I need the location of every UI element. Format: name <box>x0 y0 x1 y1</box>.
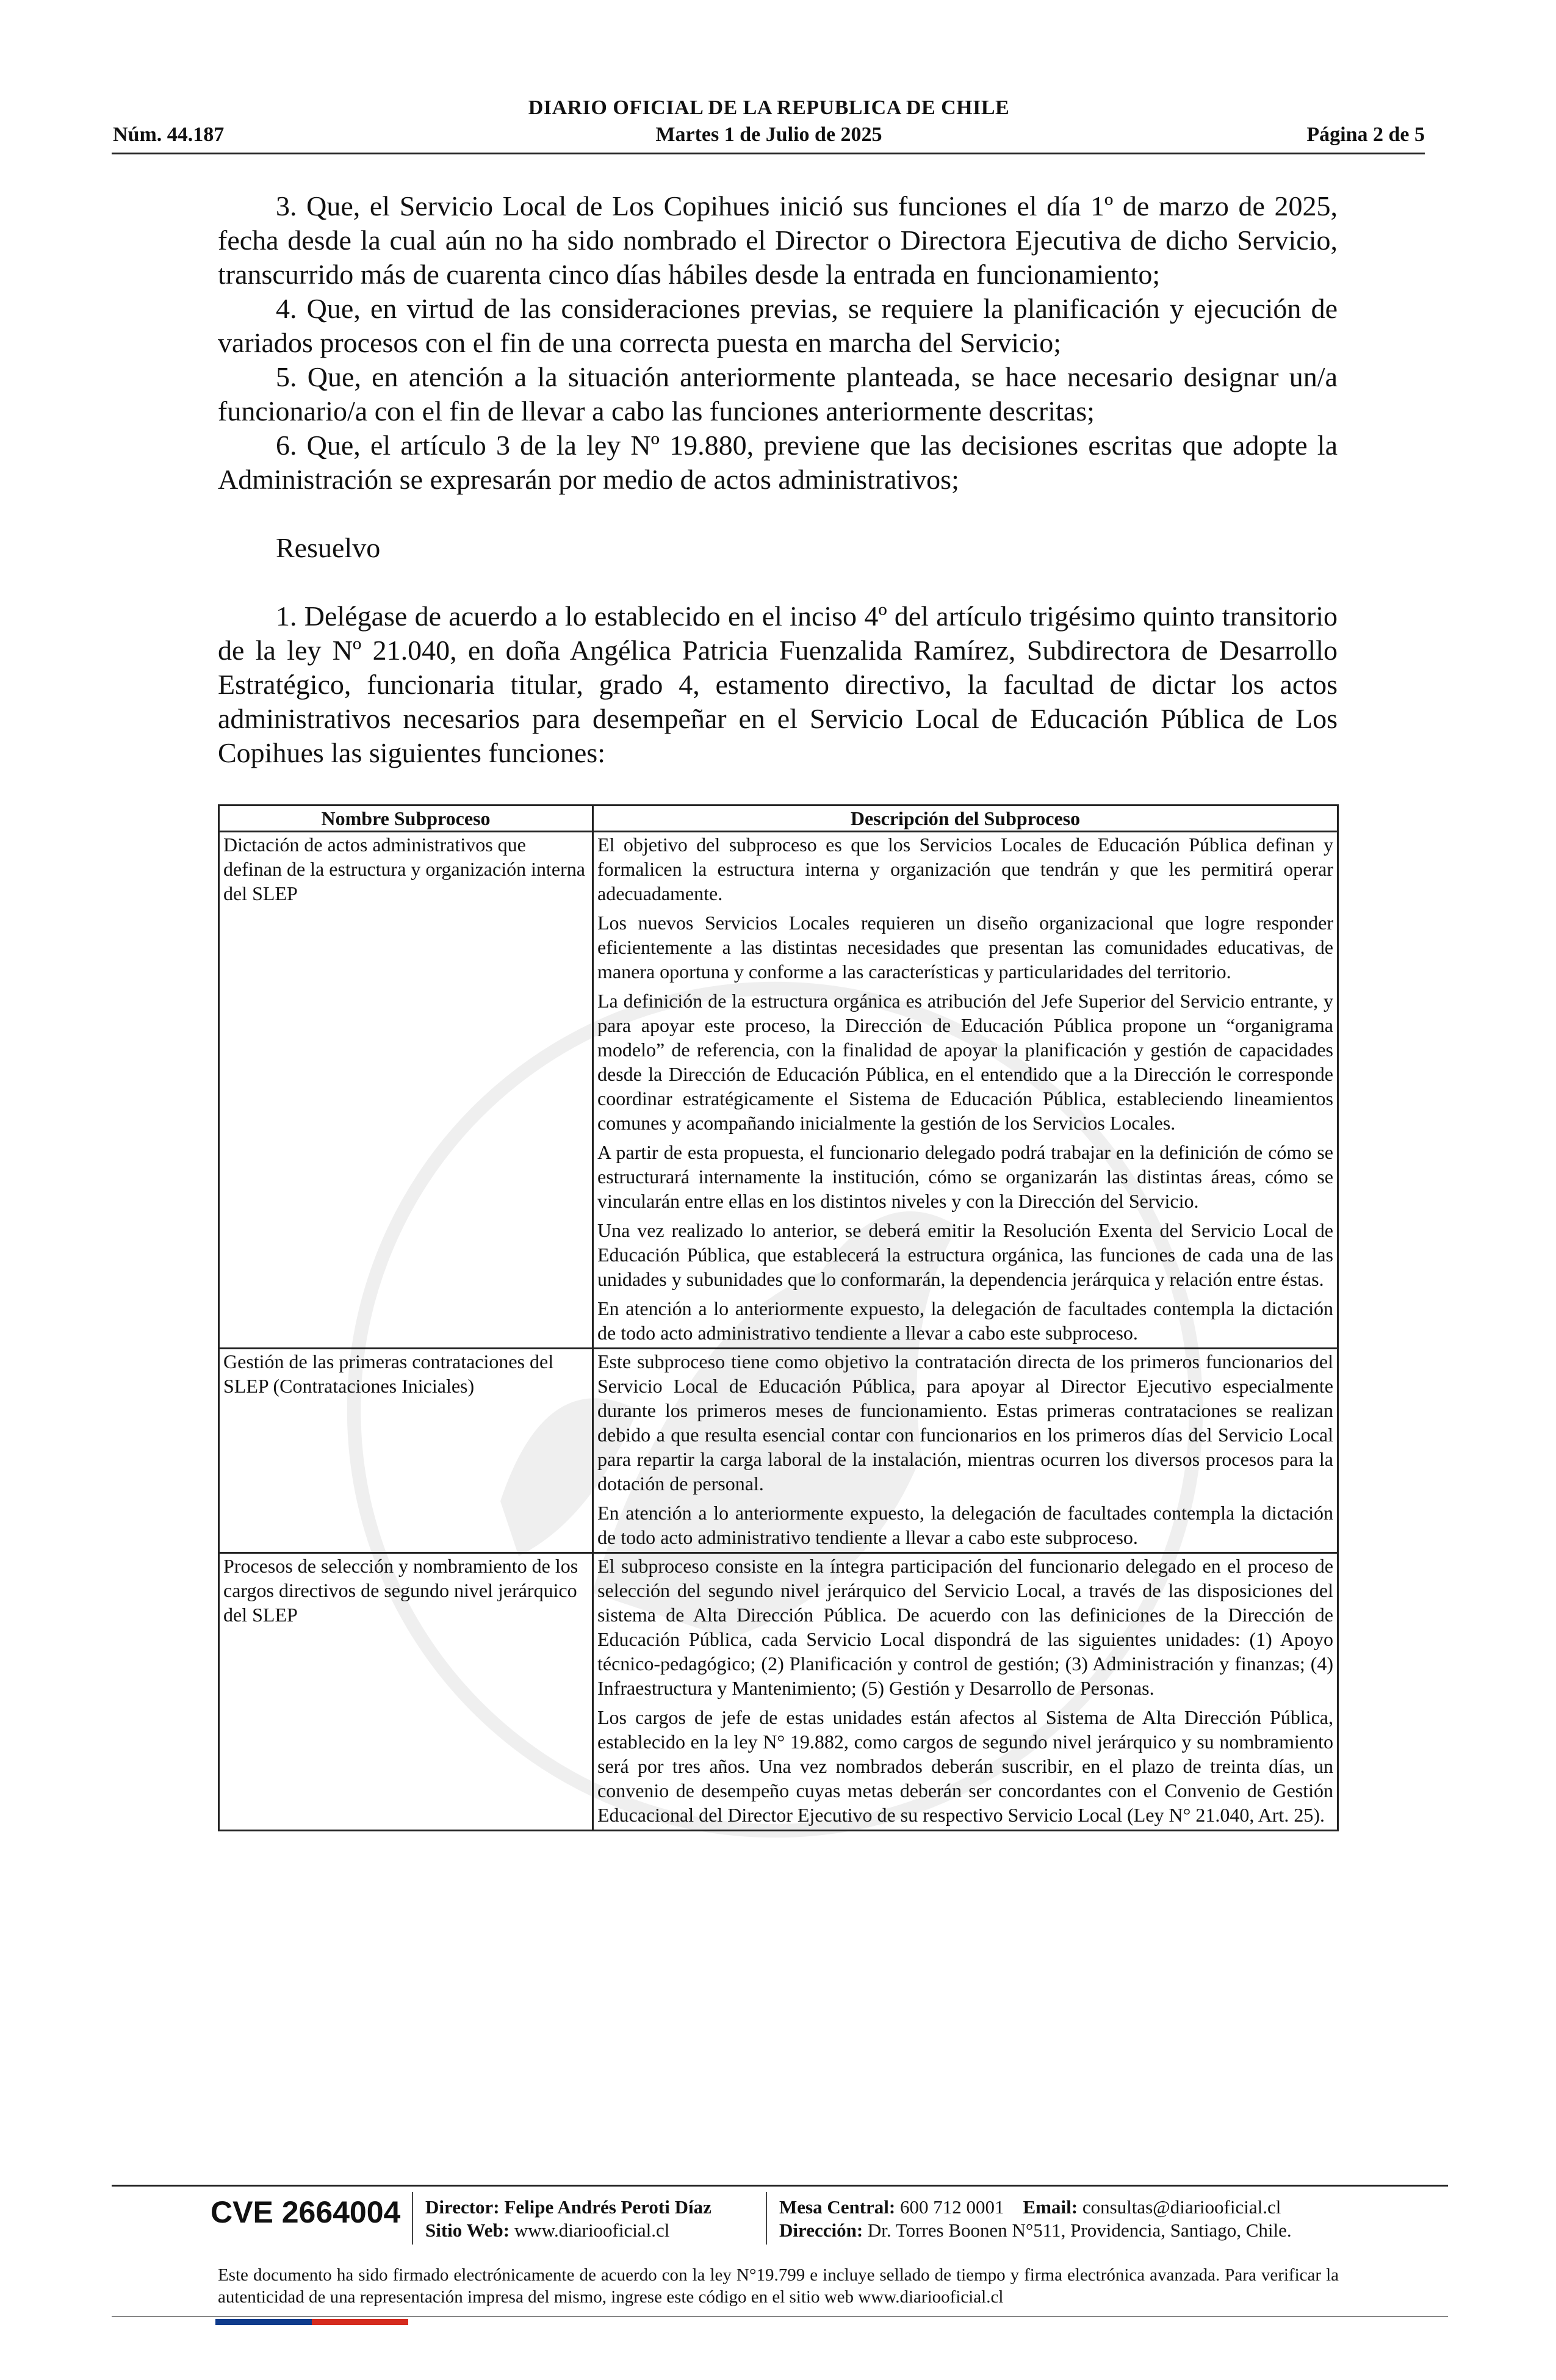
site-label: Sitio Web: <box>425 2220 510 2241</box>
table-header-row <box>219 806 1338 832</box>
footer-contact-block <box>779 2196 1292 2242</box>
table-row <box>219 1349 1338 1553</box>
description-paragraph: En atención a lo anteriormente expuesto, la delegación de facultades contempla la dictación de todo acto administrativo tendiente a llevar a cabo este subproceso. <box>597 1502 1333 1548</box>
resolution-item-1: 1. Delégase de acuerdo a lo establecido en el inciso 4º del artículo trigésimo quinto transitorio de la ley Nº 21.040, en doña Angélica Patricia Fuenzalida Ramírez, Subdirectora de Desarrollo Estratégico, funcionaria titular, grado 4, estamento directivo, la facultad de dictar los actos administrativos necesarios para desempeñar en el Servicio Local de Educación Pública de Los Copihues las siguientes funciones: <box>218 600 1338 768</box>
email-label: Email: <box>1023 2196 1078 2218</box>
subprocess-name: Dictación de actos administrativos que definan de la estructura y organización interna del SLEP <box>219 832 593 1349</box>
subprocess-name: Gestión de las primeras contrataciones del SLEP (Contrataciones Iniciales) <box>219 1349 593 1553</box>
table-row <box>219 1553 1338 1831</box>
address-label: Dirección: <box>779 2220 863 2241</box>
flag-blue-segment <box>215 2319 312 2325</box>
considerando-4: 4. Que, en virtud de las consideraciones previas, se requiere la planificación y ejecución de variados procesos con el fin de una correcta puesta en marcha del Servicio; <box>218 293 1338 358</box>
description-paragraph: En atención a lo anteriormente expuesto, la delegación de facultades contempla la dictación de todo acto administrativo tendiente a llevar a cabo este subproceso. <box>597 1297 1333 1344</box>
subprocess-name: Procesos de selección y nombramiento de los cargos directivos de segundo nivel jerárquico del SLEP <box>219 1553 593 1831</box>
site-link[interactable]: www.diariooficial.cl <box>514 2220 670 2241</box>
mesa-phone: 600 712 0001 <box>900 2196 1004 2218</box>
footer-director-block <box>425 2196 711 2242</box>
issue-number: Núm. 44.187 <box>113 123 225 146</box>
flag-red-segment <box>312 2319 408 2325</box>
legal-notice: Este documento ha sido firmado electrónicamente de acuerdo con la ley N°19.799 e incluye sellado de tiempo y firma electrónica avanzada. Para verificar la autenticidad de una representación impresa del mismo, ingrese este código en el sitio web www.diariooficial.cl <box>218 2265 1339 2307</box>
subprocess-table <box>218 804 1339 1831</box>
description-paragraph: El objetivo del subproceso es que los Servicios Locales de Educación Pública definan y formalicen la estructura interna y organización que tendrán y que les permitirá operar adecuadamente. <box>597 834 1333 904</box>
column-header-description: Descripción del Subproceso <box>593 806 1338 832</box>
considerando-3: 3. Que, el Servicio Local de Los Copihues inició sus funciones el día 1º de marzo de 2025, fecha desde la cual aún no ha sido nombrado el Director o Directora Ejecutiva de dicho Servicio, transcurrido más de cuarenta cinco días hábiles desde la entrada en funcionamiento; <box>218 190 1338 290</box>
footer-separator <box>412 2192 413 2245</box>
document-body <box>218 189 1338 770</box>
description-paragraph: A partir de esta propuesta, el funcionario delegado podrá trabajar en la definición de cómo se estructurará internamente la institución, cómo se organizarán las distintas áreas, cómo se vincularán entre ellas en los distintos niveles y con la Dirección del Servicio. <box>597 1141 1333 1212</box>
resuelvo-heading: Resuelvo <box>276 532 381 563</box>
column-header-name: Nombre Subproceso <box>219 806 593 832</box>
subprocess-description <box>593 832 1338 1349</box>
address-value: Dr. Torres Boonen N°511, Providencia, Santiago, Chile. <box>867 2220 1292 2241</box>
header-divider <box>112 153 1425 154</box>
footer-bottom-divider <box>112 2316 1448 2317</box>
page-indicator: Página 2 de 5 <box>1306 123 1425 146</box>
director-label: Director: <box>425 2196 500 2218</box>
subprocess-description <box>593 1349 1338 1553</box>
mesa-label: Mesa Central: <box>779 2196 896 2218</box>
flag-stripe <box>215 2319 408 2325</box>
considerando-6: 6. Que, el artículo 3 de la ley Nº 19.880, previene que las decisiones escritas que adopte la Administración se expresarán por medio de actos administrativos; <box>218 430 1338 495</box>
footer-separator <box>766 2192 767 2245</box>
description-paragraph: La definición de la estructura orgánica es atribución del Jefe Superior del Servicio entrante, y para apoyar este proceso, la Dirección de Educación Pública propone un “organigrama modelo” de referencia, con la finalidad de apoyar la planificación y gestión de capacidades desde la Dirección de Educación Pública, en el entendido que a la Dirección le corresponde coordinar estratégicamente el Sistema de Educación Pública, estableciendo lineamientos comunes y acompañando inicialmente la gestión de los Servicios Locales. <box>597 990 1333 1134</box>
description-paragraph: El subproceso consiste en la íntegra participación del funcionario delegado en el proceso de selección del segundo nivel jerárquico del Servicio Local, a través de las disposiciones del sistema de Alta Dirección Pública. De acuerdo con las definiciones de la Dirección de Educación Pública, cada Servicio Local dispondrá de las siguientes unidades: (1) Apoyo técnico-pedagógico; (2) Planificación y control de gestión; (3) Administración y finanzas; (4) Infraestructura y Mantenimiento; (5) Gestión y Desarrollo de Personas. <box>597 1555 1333 1699</box>
page-header <box>113 96 1425 151</box>
cve-code: CVE 2664004 <box>211 2195 401 2229</box>
table-row <box>219 832 1338 1349</box>
description-paragraph: Este subproceso tiene como objetivo la contratación directa de los primeros funcionarios del Servicio Local de Educación Pública, para apoyar al Director Ejecutivo especialmente durante los primeros meses de funcionamiento. Estas primeras contrataciones se realizan debido a que resulta esencial contar con funcionarios en los primeros días del Servicio Local para repartir la carga laboral de la instalación, mientras ocurren los diversos procesos para la dotación de personal. <box>597 1350 1333 1495</box>
email-link[interactable]: consultas@diariooficial.cl <box>1082 2196 1281 2218</box>
footer-divider <box>112 2185 1448 2187</box>
description-paragraph: Los nuevos Servicios Locales requieren un diseño organizacional que logre responder eficientemente a las distintas necesidades que presentan las comunidades educativas, de manera oportuna y conforme a las características y particularidades del territorio. <box>597 912 1333 983</box>
considerando-5: 5. Que, en atención a la situación anteriormente planteada, se hace necesario designar un/a funcionario/a con el fin de llevar a cabo las funciones anteriormente descritas; <box>218 361 1338 427</box>
director-name: Felipe Andrés Peroti Díaz <box>504 2196 711 2218</box>
subprocess-description <box>593 1553 1338 1831</box>
description-paragraph: Los cargos de jefe de estas unidades están afectos al Sistema de Alta Dirección Pública, establecido en la ley N° 19.882, como cargos de segundo nivel jerárquico y su nombramiento será por tres años. Una vez nombrados deberán suscribir, en el plazo de treinta días, un convenio de desempeño cuyas metas deberán ser concordantes con el Convenio de Gestión Educacional del Director Ejecutivo de su respectivo Servicio Local (Ley N° 21.040, Art. 25). <box>597 1706 1333 1826</box>
issue-date: Martes 1 de Julio de 2025 <box>655 123 882 146</box>
description-paragraph: Una vez realizado lo anterior, se deberá emitir la Resolución Exenta del Servicio Local de Educación Pública, que establecerá la estructura orgánica, las funciones de cada una de las unidades y subunidades que lo conformarán, la dependencia jerárquica y relación entre éstas. <box>597 1219 1333 1290</box>
journal-title: DIARIO OFICIAL DE LA REPUBLICA DE CHILE <box>528 96 1010 119</box>
